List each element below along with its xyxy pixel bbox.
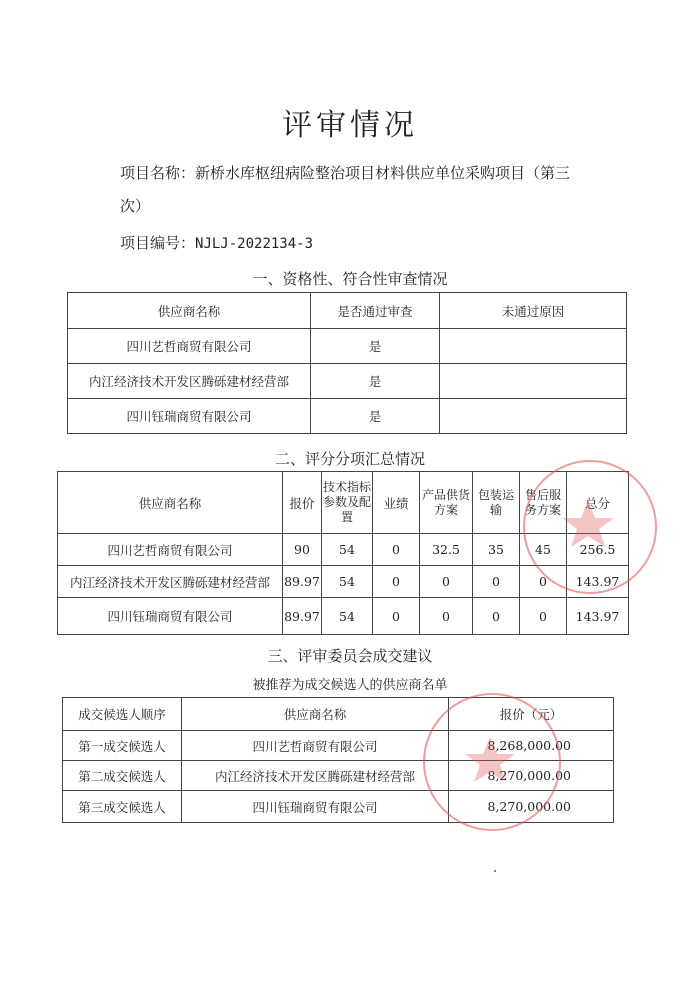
col-header-reason: 未通过原因 [440, 293, 627, 329]
service-score: 0 [520, 598, 567, 635]
project-name-line2: 次） [120, 197, 151, 215]
performance-score: 0 [373, 566, 420, 598]
pass-value: 是 [311, 399, 440, 434]
col-header-supplier: 供应商名称 [182, 698, 449, 731]
reason-value [440, 399, 627, 434]
packing-score: 0 [473, 598, 520, 635]
qualification-table [67, 292, 627, 434]
project-name-label: 项目名称： [120, 164, 196, 182]
service-score: 0 [520, 566, 567, 598]
col-header-order: 成交候选人顺序 [63, 698, 182, 731]
col-header-supply-plan: 产品供货方案 [420, 472, 473, 534]
candidate-order: 第一成交候选人 [63, 731, 182, 761]
total-score: 143.97 [567, 598, 629, 635]
supplier-name: 内江经济技术开发区腾砾建材经营部 [68, 364, 311, 399]
company-seal-stamp [523, 460, 657, 594]
col-header-total: 总分 [567, 472, 629, 534]
pass-value: 是 [311, 329, 440, 364]
supply-score: 0 [420, 598, 473, 635]
project-code-value: NJLJ-2022134-3 [195, 236, 314, 252]
tech-score: 54 [322, 534, 373, 566]
col-header-tech: 技术指标参数及配置 [322, 472, 373, 534]
project-code-label: 项目编号： [120, 234, 196, 252]
col-header-service: 售后服务方案 [520, 472, 567, 534]
quoted-price: 8,270,000.00 [449, 791, 614, 823]
company-seal-stamp [423, 693, 561, 831]
quoted-price: 8,270,000.00 [449, 761, 614, 791]
supplier-name: 内江经济技术开发区腾砾建材经营部 [182, 761, 449, 791]
pass-value: 是 [311, 364, 440, 399]
project-name-line1 [120, 162, 570, 183]
section3-subheading: 被推荐为成交候选人的供应商名单 [252, 678, 448, 693]
col-header-pass: 是否通过审查 [311, 293, 440, 329]
supplier-name: 四川钰瑞商贸有限公司 [68, 399, 311, 434]
col-header-price: 报价（元） [449, 698, 614, 731]
supplier-name: 四川艺哲商贸有限公司 [68, 329, 311, 364]
col-header-supplier: 供应商名称 [58, 472, 283, 534]
supply-score: 32.5 [420, 534, 473, 566]
supplier-name: 内江经济技术开发区腾砾建材经营部 [58, 566, 283, 598]
supplier-name: 四川艺哲商贸有限公司 [58, 534, 283, 566]
seal-star-icon [423, 693, 557, 827]
service-score: 45 [520, 534, 567, 566]
tech-score: 54 [322, 566, 373, 598]
price-score: 89.97 [283, 598, 322, 635]
supply-score: 0 [420, 566, 473, 598]
col-header-price: 报价 [283, 472, 322, 534]
col-header-supplier: 供应商名称 [68, 293, 311, 329]
reason-value [440, 329, 627, 364]
supplier-name: 四川钰瑞商贸有限公司 [58, 598, 283, 635]
performance-score: 0 [373, 534, 420, 566]
seal-star-icon [523, 460, 653, 590]
price-score: 90 [283, 534, 322, 566]
col-header-packing: 包装运输 [473, 472, 520, 534]
performance-score: 0 [373, 598, 420, 635]
section1-heading: 一、资格性、符合性审查情况 [252, 270, 448, 288]
project-code-line [120, 232, 313, 253]
packing-score: 35 [473, 534, 520, 566]
quoted-price: 8,268,000.00 [449, 731, 614, 761]
candidate-order: 第三成交候选人 [63, 791, 182, 823]
section3-heading: 三、评审委员会成交建议 [267, 647, 433, 665]
table-row [68, 329, 627, 364]
total-score: 256.5 [567, 534, 629, 566]
price-score: 89.97 [283, 566, 322, 598]
supplier-name: 四川钰瑞商贸有限公司 [182, 791, 449, 823]
total-score: 143.97 [567, 566, 629, 598]
candidate-order: 第二成交候选人 [63, 761, 182, 791]
table-row [68, 399, 627, 434]
supplier-name: 四川艺哲商贸有限公司 [182, 731, 449, 761]
table-row [58, 598, 629, 635]
section2-heading: 二、评分分项汇总情况 [274, 450, 425, 468]
reason-value [440, 364, 627, 399]
tech-score: 54 [322, 598, 373, 635]
project-name-value: 新桥水库枢纽病险整治项目材料供应单位采购项目（第三 [195, 164, 571, 182]
scan-speck [494, 870, 496, 872]
col-header-performance: 业绩 [373, 472, 420, 534]
page-title: 评审情况 [282, 108, 418, 143]
packing-score: 0 [473, 566, 520, 598]
table-row [68, 364, 627, 399]
